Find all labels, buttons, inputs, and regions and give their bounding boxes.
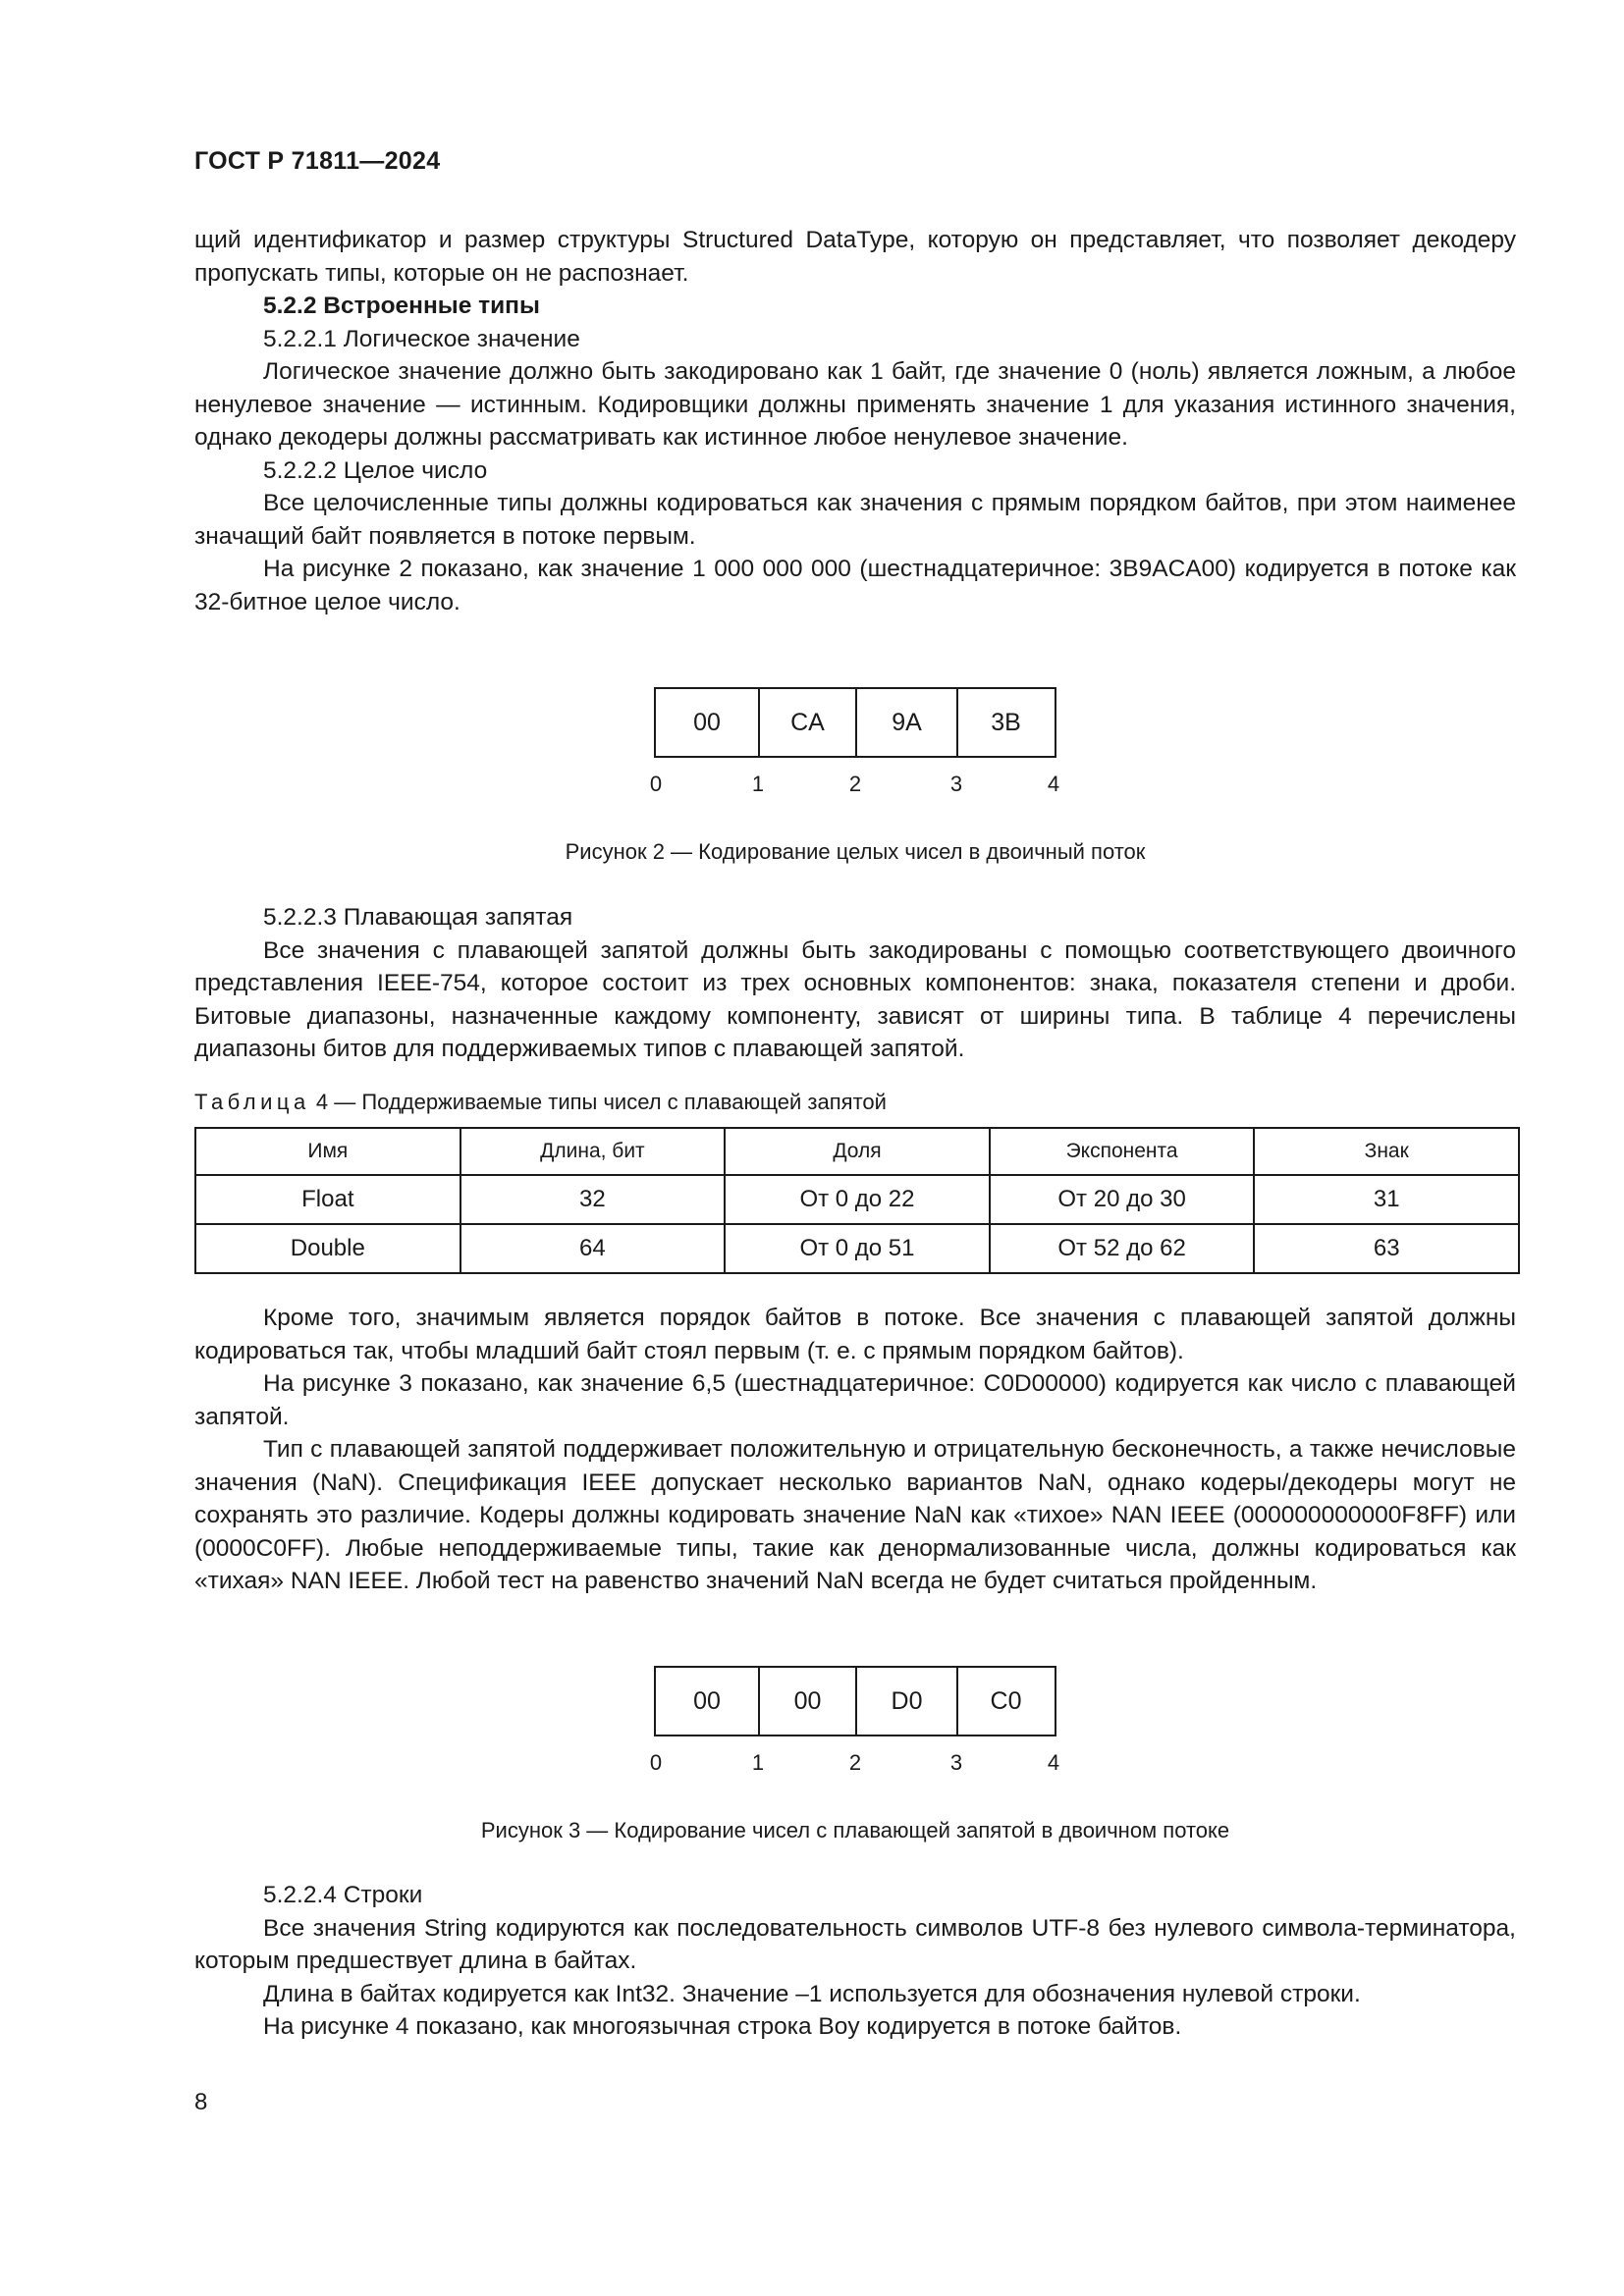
- offset-label: 2: [848, 772, 862, 796]
- byte-offsets: [649, 772, 1066, 801]
- table-title-text: 4 — Поддерживаемые типы чисел с плавающей запятой: [315, 1090, 887, 1114]
- table-cell: 63: [1254, 1224, 1519, 1273]
- byte-cell: 00: [693, 708, 721, 736]
- column-header-sign: Знак: [1254, 1128, 1519, 1175]
- offset-label: 4: [1047, 772, 1060, 796]
- paragraph-float-2: Кроме того, значимым является порядок байтов в потоке. Все значения с плавающей запятой должны кодироваться так, чтобы младший байт стоял первым (т. е. с прямым порядком байтов).: [194, 1305, 1516, 1364]
- offset-label: 3: [949, 1750, 963, 1775]
- table-cell: 64: [460, 1224, 726, 1273]
- column-header-name: Имя: [195, 1128, 460, 1175]
- byte-cell: D0: [855, 1668, 956, 1735]
- offset-label: 3: [949, 772, 963, 796]
- table-cell: Float: [195, 1175, 460, 1224]
- paragraph-intro: щий идентификатор и размер структуры Structured DataType, которую он представляет, что позволяет декодеру пропускать типы, которые он не распознает.: [194, 227, 1516, 287]
- column-header-exponent: Экспонента: [990, 1128, 1255, 1175]
- document-header: ГОСТ Р 71811—2024: [194, 147, 441, 175]
- byte-offsets: [649, 1750, 1066, 1780]
- paragraph-integer-2: На рисунке 2 показано, как значение 1 000 000 000 (шестнадцатеричное: 3B9ACA00) кодируется в потоке как 32-битное целое число.: [194, 556, 1516, 615]
- byte-row: [654, 1666, 1056, 1736]
- offset-label: 0: [649, 1750, 663, 1775]
- text-block-float-cont: [194, 1302, 1516, 1598]
- paragraph-strings-3: На рисунке 4 показано, как многоязычная строка Boy кодируется в потоке байтов.: [263, 2013, 1182, 2040]
- table-cell: От 0 до 51: [725, 1224, 990, 1273]
- offset-label: 2: [848, 1750, 862, 1775]
- table-cell: От 20 до 30: [990, 1175, 1255, 1224]
- table-row: [195, 1224, 1519, 1273]
- column-header-length: Длина, бит: [460, 1128, 726, 1175]
- table-header-row: [195, 1128, 1519, 1175]
- byte-cell: CA: [758, 689, 855, 756]
- byte-cell: 00: [758, 1668, 855, 1735]
- byte-cell: 00: [693, 1686, 721, 1715]
- paragraph-float-4: Тип с плавающей запятой поддерживает положительную и отрицательную бесконечность, а также нечисловые значения (NaN). Спецификация IEEE допускает несколько вариантов NaN, однако кодеры/декодеры могут не сохранять это различие. Кодеры должны кодировать значение NaN как «тихое» NAN IEEE (000000000000F8FF) или (0000C0FF). Любые неподдерживаемые типы, такие как денормализованные числа, должны кодироваться как «тихая» NAN IEEE. Любой тест на равенство значений NaN всегда не будет считаться пройденным.: [194, 1436, 1516, 1594]
- offset-label: 0: [649, 772, 663, 796]
- table-cell: 32: [460, 1175, 726, 1224]
- offset-label: 1: [751, 1750, 765, 1775]
- byte-cell: 9A: [855, 689, 956, 756]
- figure-2-caption: Рисунок 2 — Кодирование целых чисел в двоичный поток: [565, 839, 1146, 864]
- table-cell: 31: [1254, 1175, 1519, 1224]
- byte-row: [654, 687, 1056, 758]
- offset-label: 1: [751, 772, 765, 796]
- page-number: 8: [194, 2089, 208, 2115]
- figure-3-caption: Рисунок 3 — Кодирование чисел с плавающей запятой в двоичном потоке: [480, 1818, 1230, 1842]
- figure-3-byte-diagram: [649, 1666, 1066, 1780]
- paragraph-boolean: Логическое значение должно быть закодировано как 1 байт, где значение 0 (ноль) является ложным, а любое ненулевое значение — истинным. Кодировщики должны применять значение 1 для указания истинного значения, однако декодеры должны рассматривать как истинное любое ненулевое значение.: [194, 358, 1516, 451]
- document-page: [194, 0, 1516, 2296]
- subsection-heading-integer: 5.2.2.2 Целое число: [263, 456, 488, 484]
- text-block-strings: [194, 1879, 1516, 2044]
- subsection-heading-float: 5.2.2.3 Плавающая запятая: [263, 904, 573, 931]
- offset-label: 4: [1047, 1750, 1060, 1775]
- paragraph-strings-1: Все значения String кодируются как последовательность символов UTF-8 без нулевого символа-терминатора, которым предшествует длина в байтах.: [194, 1914, 1516, 1974]
- paragraph-float-3: На рисунке 3 показано, как значение 6,5 (шестнадцатеричное: C0D00000) кодируется как число с плавающей запятой.: [194, 1370, 1516, 1430]
- table-cell: От 52 до 62: [990, 1224, 1255, 1273]
- table-title-prefix: Таблица: [194, 1090, 310, 1114]
- subsection-heading-boolean: 5.2.2.1 Логическое значение: [263, 325, 580, 352]
- byte-cell: C0: [956, 1668, 1054, 1735]
- column-header-fraction: Доля: [725, 1128, 990, 1175]
- section-heading-builtin-types: 5.2.2 Встроенные типы: [263, 293, 540, 319]
- table-row: [195, 1175, 1519, 1224]
- table-cell: От 0 до 22: [725, 1175, 990, 1224]
- table-cell: Double: [195, 1224, 460, 1273]
- paragraph-float-1: Все значения с плавающей запятой должны быть закодированы с помощью соответствующего двоичного представления IEEE-754, которое состоит из трех основных компонентов: знака, показателя степени и дроби. Битовые диапазоны, назначенные каждому компоненту, зависят от ширины типа. В таблице 4 перечислены диапазоны битов для поддерживаемых типов с плавающей запятой.: [194, 936, 1516, 1062]
- paragraph-integer-1: Все целочисленные типы должны кодироваться как значения с прямым порядком байтов, при этом наименее значащий байт появляется в потоке первым.: [194, 490, 1516, 550]
- byte-cell: 3B: [956, 689, 1054, 756]
- table-4-title: [194, 1090, 887, 1115]
- figure-2-byte-diagram: [649, 687, 1066, 801]
- text-block-top: [194, 224, 1516, 618]
- table-4: [194, 1127, 1520, 1274]
- text-block-float: [194, 901, 1516, 1066]
- paragraph-strings-2: Длина в байтах кодируется как Int32. Значение –1 используется для обозначения нулевой строки.: [263, 1980, 1361, 2007]
- subsection-heading-strings: 5.2.2.4 Строки: [263, 1882, 423, 1908]
